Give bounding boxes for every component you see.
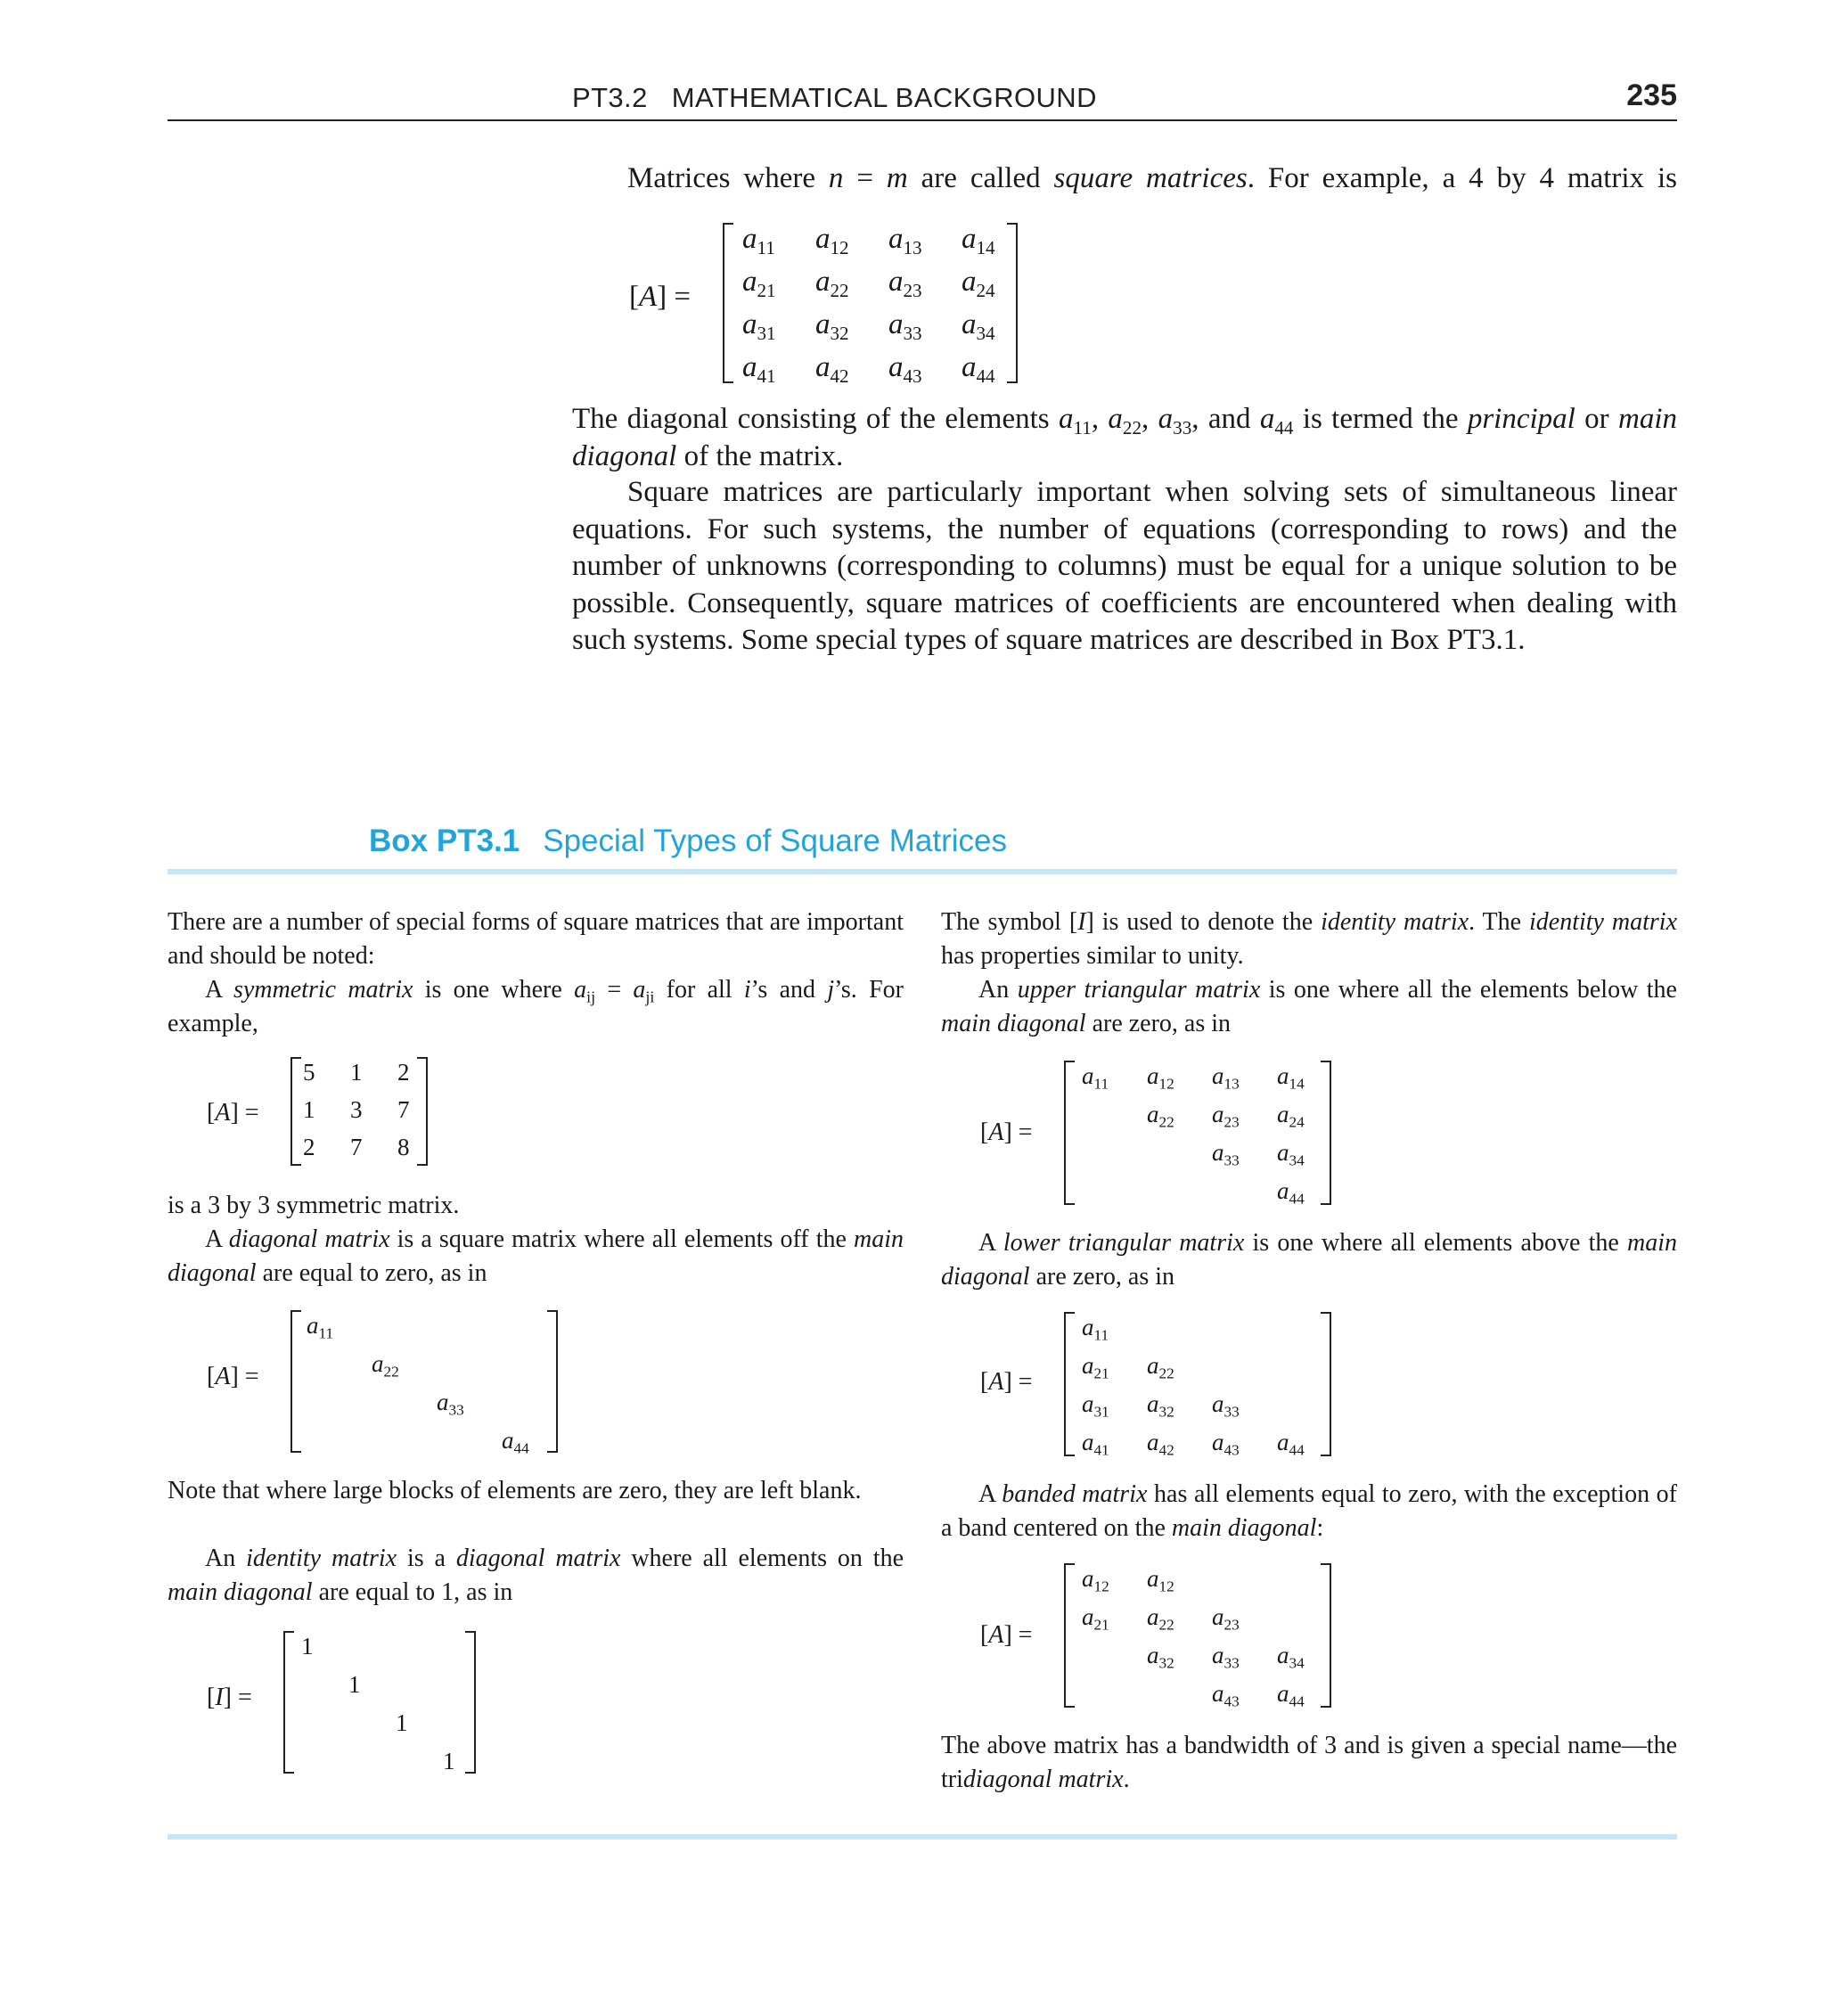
left-bracket bbox=[723, 223, 733, 383]
matrix-cell: $a_{22}$ bbox=[1147, 1352, 1174, 1382]
left-bracket bbox=[291, 1057, 301, 1166]
matrix-cell: 8 bbox=[397, 1134, 410, 1160]
matrix-cell: $a_{34}$ bbox=[1277, 1642, 1305, 1672]
matrix-cell: 7 bbox=[350, 1134, 363, 1160]
identity-definition: An identity matrix is a diagonal matrix where all elements on the main diagonal are equal to 1, as in bbox=[168, 1545, 904, 1606]
symmetric-matrix bbox=[291, 1057, 428, 1166]
matrix-cell: $a_{14}$ bbox=[962, 223, 995, 258]
section-title: PT3.2 MATHEMATICAL BACKGROUND bbox=[572, 82, 1097, 113]
matrix-cell: $a_{34}$ bbox=[962, 308, 995, 344]
matrix-cell: $a_{42}$ bbox=[1147, 1429, 1174, 1459]
matrix-cell: $a_{12}$ bbox=[1147, 1062, 1174, 1093]
matrix-cell: $a_{22}$ bbox=[1147, 1603, 1174, 1634]
matrix-cell: $a_{24}$ bbox=[1277, 1101, 1305, 1131]
matrix-cell: $a_{11}$ bbox=[1082, 1314, 1109, 1344]
upper-label-text: [A] = bbox=[980, 1119, 1033, 1146]
main-matrix-label bbox=[629, 281, 691, 314]
lower-triangular-matrix bbox=[1064, 1312, 1331, 1459]
matrix-cell: 1 bbox=[348, 1671, 361, 1698]
matrix-cell: $a_{14}$ bbox=[1277, 1062, 1305, 1093]
banded-label bbox=[980, 1619, 1033, 1652]
upper-triangular-matrix bbox=[1064, 1061, 1331, 1208]
matrix-cell: 1 bbox=[443, 1748, 455, 1774]
right-bracket bbox=[1321, 1312, 1331, 1456]
diagonal-label bbox=[207, 1360, 259, 1394]
right-bracket bbox=[1007, 223, 1018, 383]
matrix-cell: $a_{11}$ bbox=[307, 1312, 334, 1342]
matrix-cell: $a_{31}$ bbox=[1082, 1390, 1109, 1421]
identity-label-text: [I] = bbox=[207, 1684, 252, 1711]
matrix-cell: $a_{33}$ bbox=[888, 308, 922, 344]
matrix-cell: $a_{23}$ bbox=[1212, 1101, 1240, 1131]
main-matrix bbox=[723, 223, 1018, 387]
matrix-cell: $a_{21}$ bbox=[742, 266, 776, 301]
matrix-cell: $a_{44}$ bbox=[962, 351, 995, 387]
matrix-cell: 1 bbox=[396, 1709, 408, 1736]
left-bracket bbox=[1064, 1312, 1075, 1456]
matrix-cell: $a_{23}$ bbox=[888, 266, 922, 301]
matrix-cell: $a_{11}$ bbox=[1082, 1062, 1109, 1093]
upper-definition: An upper triangular matrix is one where all the elements below the main diagonal are zero, as in bbox=[941, 976, 1677, 1037]
matrix-cell: $a_{21}$ bbox=[1082, 1352, 1109, 1382]
matrix-cell: $a_{33}$ bbox=[1212, 1642, 1240, 1672]
upper-label bbox=[980, 1116, 1033, 1150]
matrix-cell: $a_{12}$ bbox=[1147, 1565, 1174, 1595]
matrix-cell: $a_{22}$ bbox=[372, 1350, 399, 1381]
matrix-cell: 2 bbox=[303, 1134, 315, 1160]
matrix-cell: $a_{32}$ bbox=[1147, 1642, 1174, 1672]
left-bracket bbox=[1064, 1563, 1075, 1708]
right-bracket bbox=[465, 1631, 476, 1774]
symmetric-label bbox=[207, 1096, 259, 1130]
left-bracket bbox=[1064, 1061, 1075, 1205]
matrix-cell: 2 bbox=[397, 1059, 410, 1086]
matrix-cell: 1 bbox=[301, 1633, 314, 1660]
bandwidth-text: The above matrix has a bandwidth of 3 and is given a special name—the tridiagonal matrix. bbox=[941, 1732, 1677, 1793]
matrix-cell: $a_{33}$ bbox=[437, 1389, 464, 1419]
lower-label bbox=[980, 1365, 1033, 1399]
blank-note: Note that where large blocks of elements are zero, they are left blank. bbox=[168, 1477, 862, 1504]
running-head bbox=[168, 78, 1677, 121]
symmetric-definition: A symmetric matrix is one where $a_{ij} = a_{ji}$ for all i’s and j’s. For example, bbox=[168, 976, 904, 1037]
matrix-cell: $a_{12}$ bbox=[815, 223, 849, 258]
matrix-cell: $a_{43}$ bbox=[888, 351, 922, 387]
box-heading: Special Types of Square Matrices bbox=[543, 824, 1007, 858]
identity-label bbox=[207, 1681, 252, 1715]
page-number: 235 bbox=[1626, 78, 1677, 112]
banded-matrix bbox=[1064, 1563, 1331, 1708]
matrix-cell: $a_{24}$ bbox=[962, 266, 995, 301]
right-bracket bbox=[547, 1310, 558, 1453]
matrix-cell: $a_{31}$ bbox=[742, 308, 776, 344]
identity-symbol-text: The symbol [I] is used to denote the identity matrix. The identity matrix has properties similar to unity. bbox=[941, 908, 1678, 970]
box-bottom-rule bbox=[168, 1834, 1677, 1840]
matrix-cell: $a_{32}$ bbox=[1147, 1390, 1174, 1421]
matrix-cell: $a_{23}$ bbox=[1212, 1603, 1240, 1634]
matrix-cell: $a_{32}$ bbox=[815, 308, 849, 344]
matrix-cell: 5 bbox=[303, 1059, 315, 1086]
matrix-cell: $a_{44}$ bbox=[1277, 1429, 1305, 1459]
intro-line: Matrices where n = m are called square matrices. For example, a 4 by 4 matrix is bbox=[627, 162, 1677, 194]
matrix-cell: $a_{43}$ bbox=[1212, 1680, 1240, 1710]
box-title bbox=[369, 824, 1007, 859]
matrix-cell: 3 bbox=[350, 1096, 363, 1123]
matrix-cell: $a_{44}$ bbox=[502, 1427, 529, 1457]
main-matrix-label-text: [A] = bbox=[629, 281, 692, 313]
box-intro: There are a number of special forms of square matrices that are important and should be noted: bbox=[168, 908, 904, 970]
identity-matrix bbox=[283, 1631, 476, 1774]
lower-definition: A lower triangular matrix is one where all elements above the main diagonal are zero, as in bbox=[941, 1229, 1677, 1291]
matrix-cell: $a_{33}$ bbox=[1212, 1139, 1240, 1169]
lower-label-text: [A] = bbox=[980, 1368, 1033, 1396]
matrix-cell: $a_{13}$ bbox=[888, 223, 922, 258]
right-bracket bbox=[1321, 1061, 1331, 1205]
matrix-cell: 7 bbox=[397, 1096, 410, 1123]
banded-label-text: [A] = bbox=[980, 1621, 1033, 1649]
matrix-cell: 1 bbox=[303, 1096, 315, 1123]
diagonal-label-text: [A] = bbox=[207, 1363, 259, 1390]
matrix-cell: $a_{12}$ bbox=[1082, 1565, 1109, 1595]
right-bracket bbox=[1321, 1563, 1331, 1708]
right-bracket bbox=[417, 1057, 428, 1166]
diagonal-paragraph: The diagonal consisting of the elements $a_{11}$, $a_{22}$, $a_{33}$, and $a_{44}$ is termed the principal or main diagonal of the matrix. bbox=[572, 403, 1678, 472]
square-matrices-paragraph: Square matrices are particularly important when solving sets of simultaneous linear equations. For such systems, the number of equations (corresponding to rows) and the number of unknowns (corresponding to columns) must be equal for a unique solution to be possible. Consequently, square matrices of coefficients are encountered when dealing with such systems. Some special types of square matrices are described in Box PT3.1. bbox=[572, 476, 1677, 656]
matrix-cell: $a_{33}$ bbox=[1212, 1390, 1240, 1421]
matrix-cell: $a_{22}$ bbox=[1147, 1101, 1174, 1131]
matrix-cell: $a_{11}$ bbox=[742, 223, 775, 258]
left-bracket bbox=[291, 1310, 301, 1453]
matrix-cell: $a_{21}$ bbox=[1082, 1603, 1109, 1634]
matrix-cell: $a_{34}$ bbox=[1277, 1139, 1305, 1169]
diagonal-definition: A diagonal matrix is a square matrix where all elements off the main diagonal are equal to zero, as in bbox=[168, 1225, 904, 1287]
matrix-cell: $a_{41}$ bbox=[1082, 1429, 1109, 1459]
diagonal-matrix bbox=[291, 1310, 558, 1457]
matrix-cell: $a_{44}$ bbox=[1277, 1177, 1305, 1208]
box-top-rule bbox=[168, 869, 1677, 874]
matrix-cell: $a_{43}$ bbox=[1212, 1429, 1240, 1459]
matrix-cell: $a_{22}$ bbox=[815, 266, 849, 301]
matrix-cell: 1 bbox=[350, 1059, 363, 1086]
symmetric-after: is a 3 by 3 symmetric matrix. bbox=[168, 1192, 460, 1219]
matrix-cell: $a_{42}$ bbox=[815, 351, 849, 387]
symmetric-label-text: [A] = bbox=[207, 1099, 259, 1127]
banded-definition: A banded matrix has all elements equal to zero, with the exception of a band centered on the main diagonal: bbox=[941, 1480, 1677, 1542]
matrix-cell: $a_{13}$ bbox=[1212, 1062, 1240, 1093]
left-bracket bbox=[283, 1631, 294, 1774]
matrix-cell: $a_{41}$ bbox=[742, 351, 776, 387]
box-label: Box PT3.1 bbox=[369, 824, 520, 858]
matrix-cell: $a_{44}$ bbox=[1277, 1680, 1305, 1710]
